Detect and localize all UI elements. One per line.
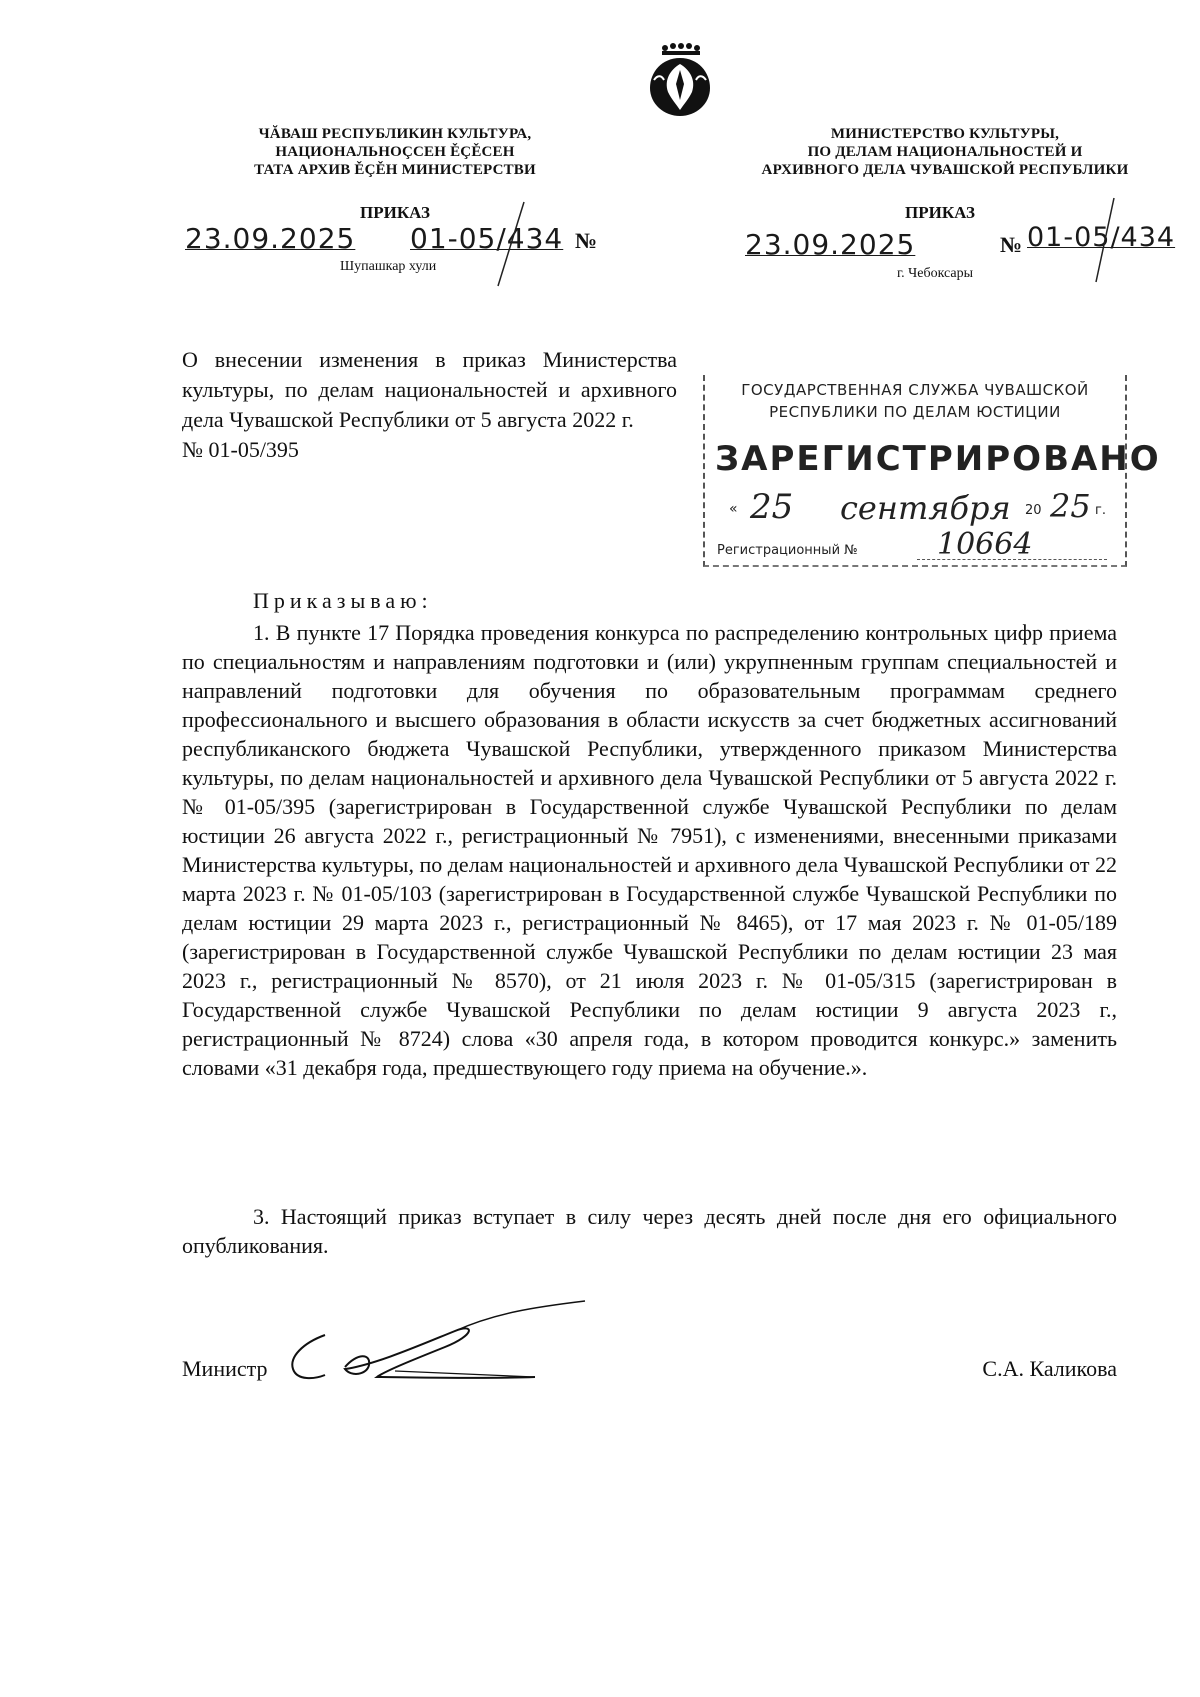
stamp-date-line bbox=[725, 487, 1115, 527]
header-left-line: ЧĂВАШ РЕСПУБЛИКИН КУЛЬТУРА, bbox=[258, 126, 532, 142]
chuvash-emblem-icon bbox=[640, 40, 720, 120]
order-date-right: 23.09.2025 bbox=[745, 228, 916, 261]
stamp-agency-line2: РЕСПУБЛИКИ ПО ДЕЛАМ ЮСТИЦИИ bbox=[769, 403, 1061, 421]
order-num-sign-left: № bbox=[575, 228, 598, 253]
signatory-position: Министр bbox=[182, 1356, 268, 1381]
stamp-reg-line bbox=[717, 527, 1117, 562]
stamp-year-prefix: 20 bbox=[1025, 503, 1042, 518]
signatory-name: С.А. Каликова bbox=[982, 1356, 1117, 1381]
order-paragraph-1: 1. В пункте 17 Порядка проведения конкурса по распределению контрольных цифр приема по специальностям и направлениям подготовки и (или) укрупненным группам специальностей и направлений подготовки для обучения по образовательным программам среднего профессионального и высшего образования в области искусств за счет бюджетных ассигнований республиканского бюджета Чувашской Республики, утвержденного приказом Министерства культуры, по делам национальностей и архивного дела Чувашской Республики от 5 августа 2022 г. № 01-05/395 (зарегистрирован в Государственной службе Чувашской Республики по делам юстиции 26 августа 2022 г., регистрационный № 7951), с изменениями, внесенными приказами Министерства культуры, по делам национальностей и архивного дела Чувашской Республики от 22 марта 2023 г. № 01-05/103 (зарегистрирован в Государственной службе Чувашской Республики по делам юстиции 29 марта 2023 г., регистрационный № 8465), от 17 мая 2023 г. № 01-05/189 (зарегистрирован в Государственной службе Чувашской Республики по делам юстиции 23 мая 2023 г., регистрационный № 8570), от 21 июля 2023 г. № 01-05/315 (зарегистрирован в Государственной службе Чувашской Республики по делам юстиции 9 августа 2023 г., регистрационный № 8724) слова «30 апреля года, в котором проводится конкурс.» заменить словами «31 декабря года, предшествующего году приема на обучение.». bbox=[182, 620, 1117, 1080]
order-title-left: ПРИКАЗ bbox=[360, 203, 430, 222]
order-number-left: 01-05/434 bbox=[410, 222, 564, 255]
order-subject bbox=[182, 345, 677, 465]
order-slash-mark-right bbox=[1090, 196, 1120, 286]
header-left bbox=[205, 125, 585, 179]
stamp-reg-label: Регистрационный № bbox=[717, 543, 858, 558]
header-left-line: НАЦИОНАЛЬНОÇСЕН ĚÇĚСЕН bbox=[275, 144, 515, 160]
order-subject-number: № 01-05/395 bbox=[182, 437, 299, 462]
header-left-line: ТАТА АРХИВ ĚÇĚН МИНИСТЕРСТВИ bbox=[254, 162, 536, 178]
order-place-right: г. Чебоксары bbox=[897, 266, 974, 281]
order-date-left: 23.09.2025 bbox=[185, 222, 356, 255]
stamp-day: 25 bbox=[750, 487, 794, 527]
header-right-line: АРХИВНОГО ДЕЛА ЧУВАШСКОЙ РЕСПУБЛИКИ bbox=[761, 162, 1129, 178]
signature-icon bbox=[285, 1295, 590, 1415]
stamp-month: сентября bbox=[840, 489, 1011, 527]
header-right-line: МИНИСТЕРСТВО КУЛЬТУРЫ, bbox=[830, 126, 1060, 142]
order-num-sign-right: № bbox=[1000, 232, 1023, 257]
order-subject-text: О внесении изменения в приказ Министерства культуры, по делам национальностей и архивного дела Чувашской Республики от 5 августа 2022 г. bbox=[182, 347, 677, 432]
stamp-quote: « bbox=[729, 501, 738, 517]
stamp-reg-number: 10664 bbox=[937, 527, 1033, 562]
stamp-agency-line1: ГОСУДАРСТВЕННАЯ СЛУЖБА ЧУВАШСКОЙ bbox=[741, 381, 1089, 399]
stamp-year-g: г. bbox=[1095, 503, 1106, 518]
stamp-year-suffix: 25 bbox=[1050, 487, 1091, 525]
stamp-reg-rule bbox=[917, 559, 1107, 560]
header-right-line: ПО ДЕЛАМ НАЦИОНАЛЬНОСТЕЙ И bbox=[807, 144, 1083, 160]
registration-stamp bbox=[703, 375, 1161, 567]
stamp-registered: ЗАРЕГИСТРИРОВАНО bbox=[715, 439, 1161, 479]
order-number-right: 01-05/434 bbox=[1027, 222, 1176, 253]
header-right bbox=[730, 125, 1160, 179]
order-place-left: Шупашкар хули bbox=[340, 259, 437, 274]
order-paragraph-3: 3. Настоящий приказ вступает в силу через десять дней после дня его официального опубликования. bbox=[182, 1204, 1117, 1258]
order-preamble: Приказываю: bbox=[253, 588, 433, 613]
order-slash-mark-left bbox=[490, 200, 530, 290]
order-title-right: ПРИКАЗ bbox=[905, 203, 975, 222]
